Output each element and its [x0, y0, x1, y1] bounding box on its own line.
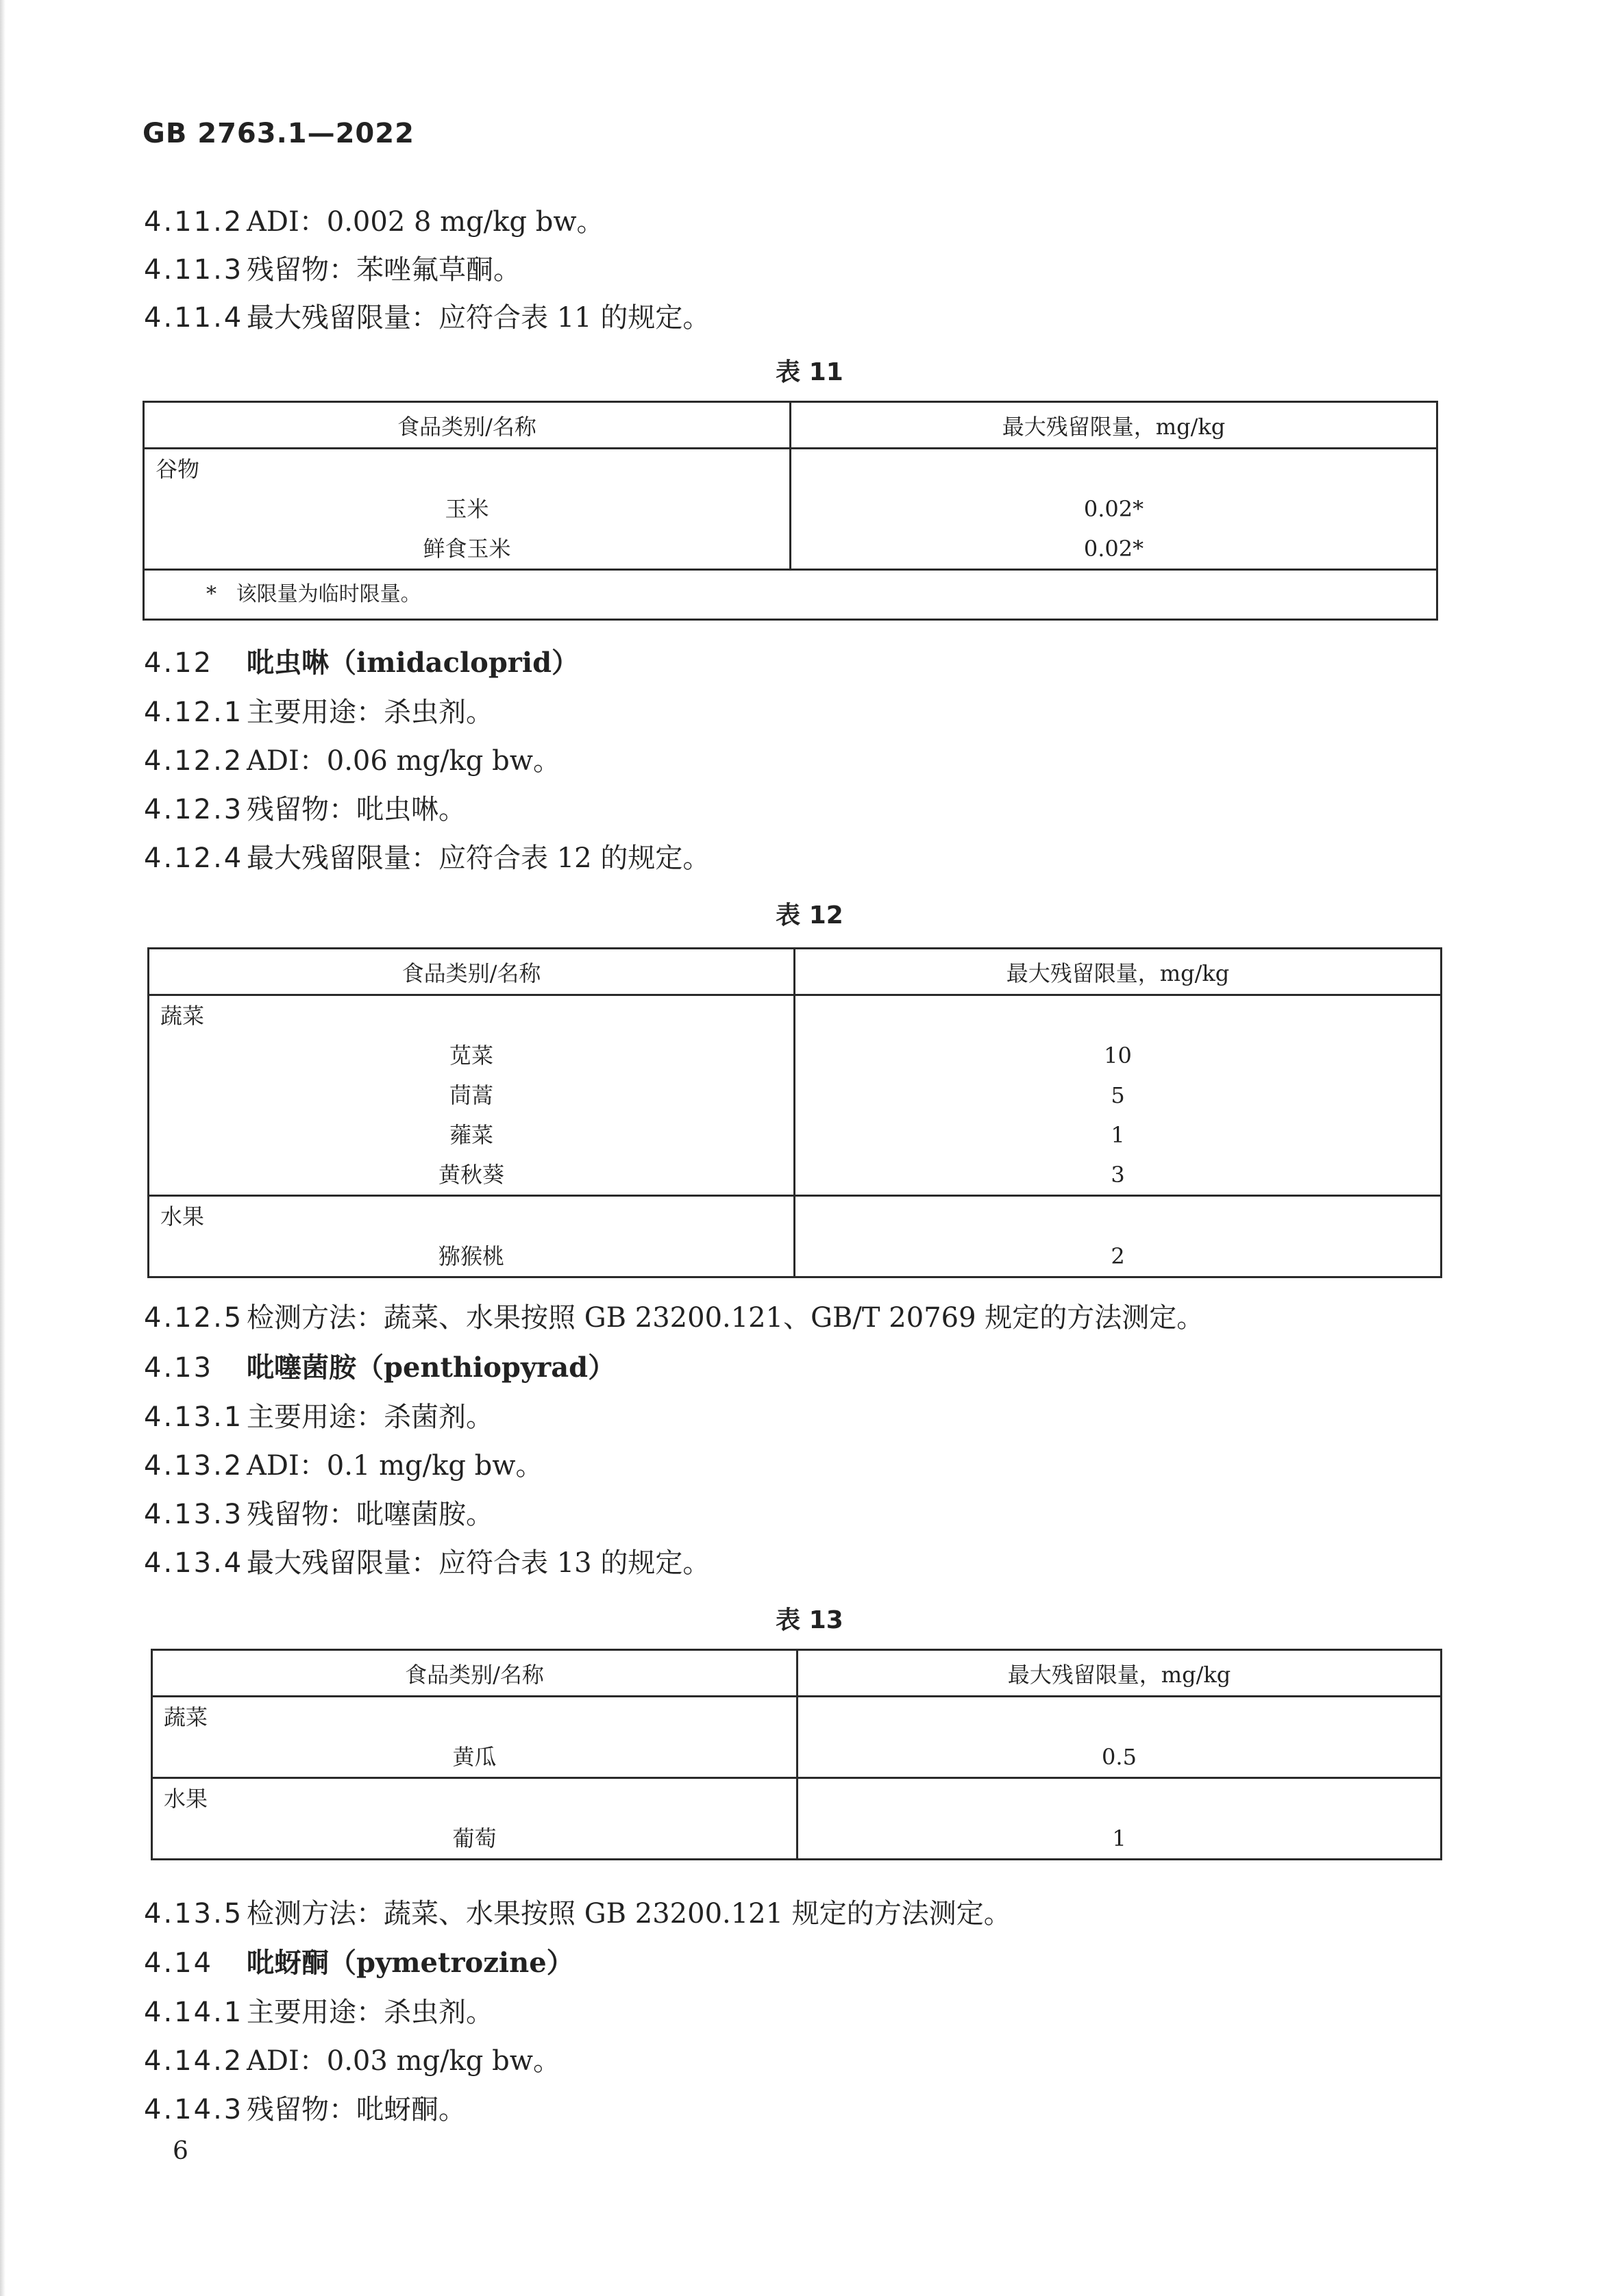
- clause-number: 4.14.1: [144, 1997, 244, 2028]
- table-note: [144, 570, 1437, 620]
- clause-4-12-1: [144, 696, 493, 729]
- note-mark: *: [206, 582, 217, 606]
- clause-4-13-4: [144, 1547, 710, 1580]
- clause-number: 4.13.3: [144, 1499, 244, 1530]
- food-name: 葡萄: [452, 1825, 497, 1851]
- clause-number: 4.13.2: [144, 1450, 244, 1482]
- table-header-mrl: 最大残留限量，mg/kg: [795, 949, 1442, 995]
- table-row: [152, 1778, 798, 1860]
- food-category: 蔬菜: [164, 1704, 208, 1730]
- mrl-value: 5: [1111, 1082, 1125, 1108]
- clause-number: 4.12.5: [144, 1302, 244, 1334]
- table-12-caption: 表 12: [776, 901, 843, 929]
- clause-number: 4.11.4: [144, 302, 244, 334]
- clause-4-13-2: [144, 1449, 543, 1482]
- section-title: 吡虫啉（imidacloprid）: [247, 647, 580, 679]
- table-row-values: [798, 1697, 1442, 1778]
- clause-text: 检测方法：蔬菜、水果按照 GB 23200.121、GB/T 20769 规定的方法测定。: [247, 1302, 1204, 1334]
- table-header-mrl: 最大残留限量，mg/kg: [791, 402, 1437, 449]
- clause-text: 残留物：吡虫啉。: [247, 794, 466, 825]
- clause-number: 4.14.2: [144, 2045, 244, 2077]
- clause-number: 4.12.3: [144, 794, 244, 825]
- clause-4-12-4: [144, 842, 710, 875]
- table-row: [144, 449, 791, 570]
- clause-number: 4.12.2: [144, 745, 244, 777]
- clause-4-11-3: [144, 253, 521, 286]
- clause-4-11-4: [144, 301, 710, 334]
- table-row-values: [795, 995, 1442, 1196]
- clause-4-13-5: [144, 1897, 1011, 1930]
- table-header-food-category: 食品类别/名称: [144, 402, 791, 449]
- clause-text: 检测方法：蔬菜、水果按照 GB 23200.121 规定的方法测定。: [247, 1898, 1011, 1930]
- mrl-value: 2: [1111, 1243, 1125, 1269]
- clause-text: 主要用途：杀菌剂。: [247, 1401, 493, 1433]
- table-13-caption: 表 13: [776, 1606, 843, 1634]
- clause-text: 最大残留限量：应符合表 13 的规定。: [247, 1547, 710, 1579]
- mrl-value: 3: [1111, 1162, 1125, 1188]
- section-4-14-heading: [144, 1947, 574, 1980]
- clause-text: ADI：0.1 mg/kg bw。: [247, 1450, 543, 1482]
- food-name: 黄瓜: [452, 1744, 497, 1770]
- note-text: 该限量为临时限量。: [236, 582, 421, 606]
- table-row-values: [798, 1778, 1442, 1860]
- section-number: 4.14: [144, 1947, 214, 1979]
- clause-4-14-1: [144, 1996, 493, 2029]
- clause-text: ADI：0.002 8 mg/kg bw。: [247, 206, 604, 238]
- mrl-value: 0.02*: [1083, 496, 1144, 522]
- clause-text: ADI：0.03 mg/kg bw。: [247, 2045, 560, 2077]
- section-title: 吡噻菌胺（penthiopyrad）: [247, 1351, 616, 1384]
- clause-number: 4.13.1: [144, 1401, 244, 1433]
- food-name: 黄秋葵: [438, 1162, 504, 1188]
- food-category: 水果: [160, 1203, 205, 1230]
- table-11: [143, 401, 1438, 621]
- scan-page-edge: [0, 0, 5, 2296]
- clause-number: 4.11.2: [144, 206, 244, 238]
- food-name: 玉米: [445, 496, 489, 522]
- page-number: 6: [173, 2137, 188, 2165]
- section-4-13-heading: [144, 1351, 615, 1384]
- table-11-caption: 表 11: [776, 358, 843, 386]
- clause-4-12-3: [144, 793, 466, 826]
- clause-number: 4.14.3: [144, 2094, 244, 2125]
- clause-4-11-2: [144, 205, 604, 238]
- mrl-value: 0.5: [1102, 1744, 1137, 1770]
- document-header: GB 2763.1—2022: [143, 118, 415, 149]
- food-name: 猕猴桃: [438, 1243, 504, 1269]
- section-number: 4.13: [144, 1352, 214, 1384]
- clause-number: 4.11.3: [144, 254, 244, 286]
- clause-text: 最大残留限量：应符合表 11 的规定。: [247, 302, 710, 334]
- clause-text: 残留物：吡蚜酮。: [247, 2094, 466, 2125]
- mrl-value: 10: [1104, 1043, 1132, 1069]
- clause-text: 主要用途：杀虫剂。: [247, 697, 493, 728]
- clause-text: 主要用途：杀虫剂。: [247, 1997, 493, 2028]
- clause-4-14-2: [144, 2045, 560, 2077]
- table-row: [152, 1697, 798, 1778]
- section-4-12-heading: [144, 647, 579, 679]
- section-title: 吡蚜酮（pymetrozine）: [247, 1947, 574, 1979]
- table-row: [149, 995, 795, 1196]
- clause-4-12-5: [144, 1301, 1204, 1334]
- section-number: 4.12: [144, 647, 214, 679]
- mrl-value: 0.02*: [1083, 536, 1144, 562]
- table-header-mrl: 最大残留限量，mg/kg: [798, 1650, 1442, 1697]
- food-name: 蕹菜: [449, 1122, 493, 1148]
- clause-number: 4.12.1: [144, 697, 244, 728]
- food-name: 苋菜: [449, 1043, 493, 1069]
- clause-4-13-1: [144, 1401, 493, 1434]
- food-name: 鲜食玉米: [423, 536, 511, 562]
- clause-text: 最大残留限量：应符合表 12 的规定。: [247, 843, 710, 874]
- clause-4-12-2: [144, 745, 560, 777]
- table-header-food-category: 食品类别/名称: [152, 1650, 798, 1697]
- clause-4-14-3: [144, 2093, 466, 2126]
- clause-number: 4.13.4: [144, 1547, 244, 1579]
- clause-number: 4.13.5: [144, 1898, 244, 1930]
- food-name: 茼蒿: [449, 1082, 493, 1108]
- table-header-food-category: 食品类别/名称: [149, 949, 795, 995]
- table-row: [149, 1196, 795, 1277]
- food-category: 蔬菜: [160, 1003, 205, 1029]
- mrl-value: 1: [1111, 1122, 1125, 1148]
- clause-4-13-3: [144, 1498, 493, 1531]
- table-13: [151, 1649, 1442, 1860]
- clause-text: 残留物：苯唑氟草酮。: [247, 254, 521, 286]
- table-row-values: [795, 1196, 1442, 1277]
- table-12: [147, 947, 1442, 1278]
- mrl-value: 1: [1112, 1825, 1126, 1851]
- clause-text: 残留物：吡噻菌胺。: [247, 1499, 493, 1530]
- clause-number: 4.12.4: [144, 843, 244, 874]
- table-row-values: [791, 449, 1437, 570]
- food-category: 谷物: [156, 456, 200, 482]
- food-category: 水果: [164, 1786, 208, 1812]
- clause-text: ADI：0.06 mg/kg bw。: [247, 745, 560, 777]
